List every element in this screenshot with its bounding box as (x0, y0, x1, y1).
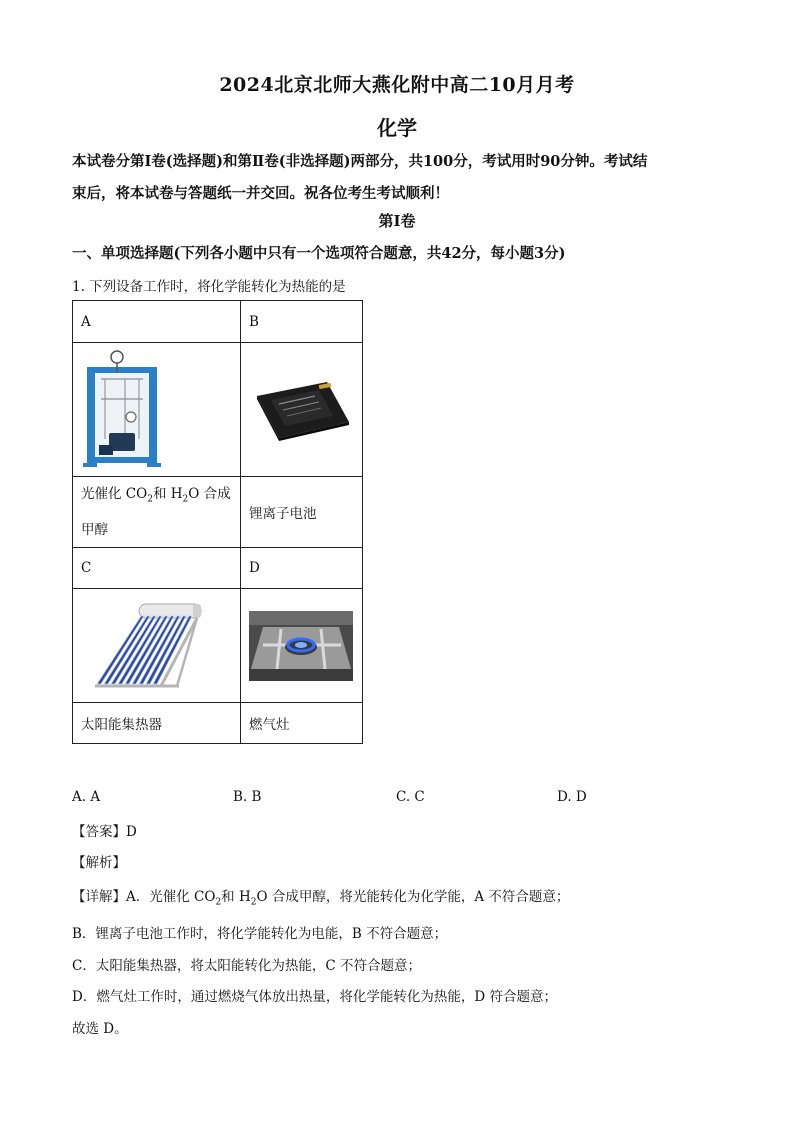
choice-a: A. A (72, 789, 101, 805)
option-a-caption (73, 477, 241, 548)
option-b-caption: 锂离子电池 (241, 477, 363, 548)
subscript: 2 (147, 494, 153, 505)
option-d-image-cell (241, 589, 363, 703)
detail-line-b: B．锂离子电池工作时，将化学能转化为电能，B 不符合题意； (72, 926, 448, 943)
instructions-line-2: 束后，将本试卷与答题纸一并交回。祝各位考生考试顺利！ (72, 185, 449, 202)
option-a-label: A (73, 301, 241, 343)
detail-text: O 合成甲醇，将光能转化为化学能，A 不符合题意； (256, 889, 570, 905)
subscript: 2 (215, 897, 222, 908)
detail-line-c: C．太阳能集热器，将太阳能转化为热能，C 不符合题意； (72, 957, 421, 974)
option-a-caption-part: O 合成 (188, 486, 231, 503)
detail-text: A．光催化 CO (126, 889, 216, 905)
analysis-detail (72, 882, 752, 1045)
detail-line-d: D．燃气灶工作时，通过燃烧气体放出热量，将化学能转化为热能，D 符合题意； (72, 989, 557, 1006)
solar-water-heater-image (81, 600, 205, 692)
detail-text: 和 H (221, 889, 251, 905)
table-row (73, 548, 363, 589)
exam-title: 2024北京北师大燕化附中高二10月月考 (219, 74, 575, 96)
table-row (73, 343, 363, 477)
lithium-battery-image (249, 378, 353, 442)
choice-b: B. B (233, 789, 262, 805)
table-row (73, 477, 363, 548)
subscript: 2 (250, 897, 257, 908)
option-a-caption-part: 光催化 CO (81, 486, 148, 503)
subscript: 2 (182, 494, 189, 505)
option-c-image-cell (73, 589, 241, 703)
option-b-image-cell (241, 343, 363, 477)
option-c-caption: 太阳能集热器 (73, 703, 241, 744)
table-row (73, 301, 363, 343)
photocatalysis-apparatus-image (81, 349, 163, 471)
option-c-label: C (73, 548, 241, 589)
answer-line (72, 820, 137, 840)
section-heading: 一、单项选择题(下列各小题中只有一个选项符合题意，共42分，每小题3分) (72, 245, 566, 262)
choice-c: C. C (396, 789, 425, 805)
option-d-label: D (241, 548, 363, 589)
gas-stove-image (249, 611, 353, 681)
answer-value: D (126, 824, 137, 840)
exam-instructions (72, 146, 722, 210)
option-d-caption: 燃气灶 (241, 703, 363, 744)
question-stem: 1. 下列设备工作时，将化学能转化为热能的是 (72, 279, 346, 295)
option-a-caption-part: 和 H (152, 486, 183, 503)
detail-label: 【详解】 (72, 889, 126, 905)
instructions-line-1: 本试卷分第Ⅰ卷(选择题)和第Ⅱ卷(非选择题)两部分，共100分，考试用时90分钟。考试结 (72, 153, 648, 170)
analysis-label: 【解析】 (72, 855, 126, 871)
answer-label: 【答案】 (72, 824, 126, 840)
choice-d: D. D (557, 789, 587, 805)
table-row (73, 703, 363, 744)
part-heading: 第Ⅰ卷 (378, 212, 416, 230)
option-a-caption-part: 甲醇 (81, 521, 108, 538)
option-b-label: B (241, 301, 363, 343)
options-table (72, 300, 363, 744)
detail-conclusion: 故选 D。 (72, 1020, 128, 1037)
exam-subject: 化学 (377, 116, 417, 140)
option-a-image-cell (73, 343, 241, 477)
table-row (73, 589, 363, 703)
